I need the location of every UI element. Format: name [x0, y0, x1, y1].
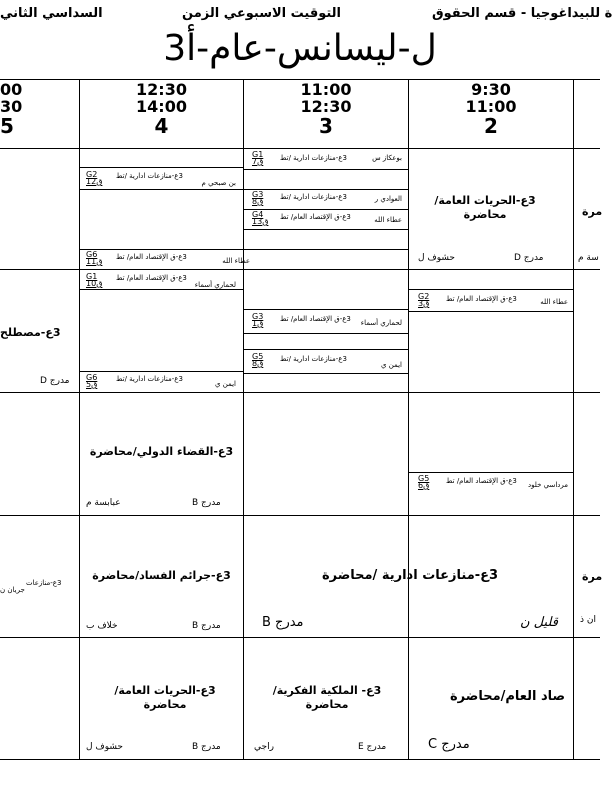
- col-border: [408, 79, 409, 760]
- col-border: [243, 79, 244, 760]
- sub-border: [80, 289, 243, 290]
- lecture-room: مدرج E: [358, 742, 387, 752]
- sub-border: [244, 229, 408, 230]
- sub-border: [409, 289, 573, 290]
- column-header-4: 12:30 14:00 4: [136, 80, 187, 138]
- row-border: [0, 269, 600, 270]
- page-title: 3ل-ليسانس-عام-أ: [163, 28, 437, 69]
- sub-border: [244, 333, 408, 334]
- row-border: [0, 637, 600, 638]
- lecture-teacher: سة م: [578, 253, 599, 263]
- lecture-room: مدرج B: [192, 621, 221, 631]
- lecture-cell: 3ع-منازعات ادارية /محاضرة: [321, 568, 499, 583]
- sub-border: [244, 349, 408, 350]
- row-border: [0, 148, 600, 149]
- lecture-cell: 3ع-القضاء الدولي/محاضرة: [89, 445, 234, 458]
- row-border: [0, 515, 600, 516]
- column-header-3: 11:00 12:30 3: [300, 80, 352, 138]
- lecture-room: مدرج C: [428, 737, 470, 752]
- lecture-room: مدرج B: [192, 742, 221, 752]
- sub-border: [80, 249, 243, 250]
- sub-border: [244, 189, 408, 190]
- lecture-room: مدرج D: [40, 376, 70, 386]
- sub-border: [409, 311, 573, 312]
- row-border: [0, 392, 600, 393]
- sub-border: [80, 371, 243, 372]
- lecture-cell: مرة: [582, 205, 603, 218]
- lecture-teacher: خلاف ب: [86, 621, 118, 631]
- lecture-cell: 3ع-الحريات العامة/ محاضرة: [114, 684, 216, 711]
- row-border: [0, 759, 600, 760]
- lecture-room: مدرج D: [514, 253, 544, 263]
- lecture-room: مدرج B: [262, 615, 304, 630]
- sub-border: [244, 209, 408, 210]
- lecture-cell: 3ع-الحريات العامة/ محاضرة: [434, 194, 536, 221]
- lecture-teacher: ان ذ: [580, 615, 596, 625]
- sub-border: [409, 472, 573, 473]
- lecture-teacher: حشوف ل: [418, 253, 455, 263]
- header-right: ة للبيداغوجيا - قسم الحقوق: [432, 6, 612, 21]
- lecture-room: مدرج B: [192, 498, 221, 508]
- sub-border: [244, 373, 408, 374]
- lecture-teacher: قليل ن: [520, 615, 558, 630]
- sub-border: [244, 249, 408, 250]
- lecture-teacher: راجي: [254, 742, 274, 752]
- column-header-2: 9:30 11:00 2: [465, 80, 517, 138]
- sub-border: [244, 169, 408, 170]
- col-border: [573, 79, 574, 760]
- lecture-teacher: حشوف ل: [86, 742, 123, 752]
- header-left: السداسي الثاني: [0, 6, 103, 21]
- lecture-teacher: عبابسة م: [86, 498, 121, 508]
- lecture-cell: 3ع- الملكية الفكرية/ محاضرة: [272, 684, 382, 711]
- lecture-cell: مرة: [582, 570, 603, 583]
- sub-border: [80, 189, 243, 190]
- sub-border: [80, 167, 243, 168]
- timetable: 00 30 5 12:30 14:00 4 11:00 12:30 3 9:30 11:00 2 G2 ق12 3ع-منازعات ادارية /تط بن صبحي م G6 ق11 3ع-ق الإقتصاد العام/ تط عطاء الله G1 ق7 3ع-منازعات ادارية /تط بوعكاز س G3 ق8 3ع-منازعات ادارية /تط العوادي ر G4 ق13 3ع-ق الإقتصاد العام/ تط عطاء الله 3ع-الحريات العامة/ محاضرة مدرج D حشوف ل مرة سة م 3ع-مصطلح مدرج D G1 ق10 3ع-ق الإقتصاد العام/ تط لحماري أسماء G6 ق5 3ع-منازعات ادارية /تط ايمن ي G3 ق1 3ع-ق الإقتصاد العام/ تط لحماري أسماء G5 ق8 3ع-منازعات ادارية /تط ايمن ي G2 ق3 3ع-ق الإقتصاد العام/ تط عطاء الله 3ع-القضاء الدولي/محاضرة مدرج B عبابسة م G5 ق6 3ع-ق الإقتصاد العام/ تط مرداسي خلود 3ع-منازعات جريان ن 3ع-جرائم الفساد/محاضرة مدرج B خلاف ب 3ع-منازعات ادارية /محاضرة مدرج B قليل ن مرة ان ذ 3ع-الحريات العامة/ محاضرة مدرج B حشوف ل 3ع- الملكية الفكرية/ محاضرة مدرج E راجي صاد العام/محاضرة مدرج C: [0, 79, 600, 760]
- sub-border: [244, 309, 408, 310]
- header-center: التوقيت الاسبوعي الزمن: [182, 6, 342, 21]
- column-header-5: 00 30 5: [0, 80, 23, 138]
- col-border: [79, 79, 80, 760]
- lecture-cell: 3ع-مصطلح: [0, 326, 61, 339]
- lecture-cell: 3ع-جرائم الفساد/محاضرة: [92, 569, 231, 582]
- lecture-cell: صاد العام/محاضرة: [450, 689, 566, 704]
